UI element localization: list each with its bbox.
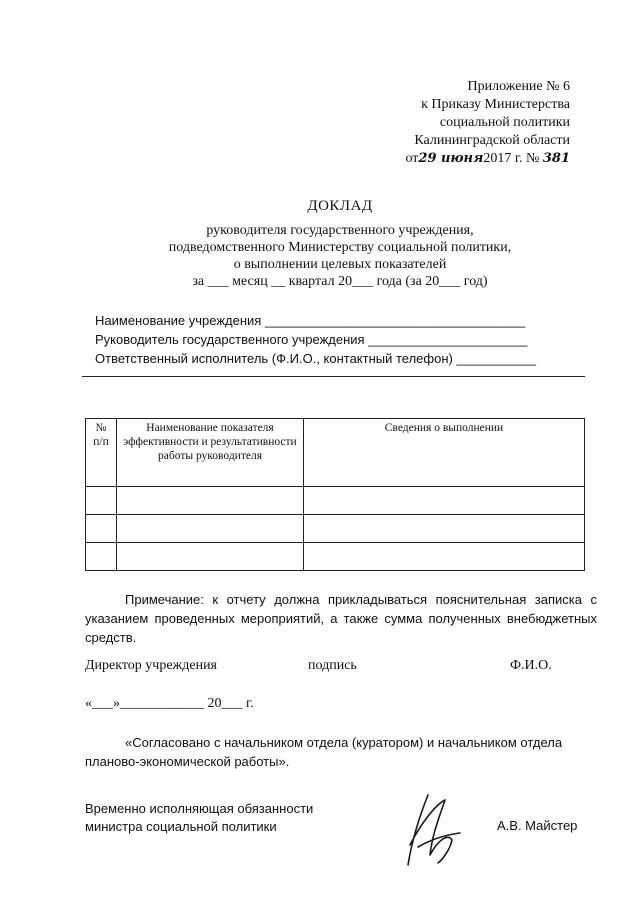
appendix-date-line <box>340 150 570 168</box>
appendix-region: Калининградской области <box>414 133 570 148</box>
document-subtitle <box>0 222 640 290</box>
subtitle-line-4: за ___ месяц __ квартал 20___ года (за 20___ год) <box>192 274 488 289</box>
signature-label: подпись <box>308 658 357 673</box>
note-paragraph: Примечание: к отчету должна прикладываться пояснительная записка с указанием проведенных мероприятий, а также сумма полученных внебюджетных средств. <box>85 592 597 645</box>
table-cell <box>117 487 304 515</box>
appendix-order: к Приказу Министерства <box>421 97 570 112</box>
form-fields <box>95 311 595 368</box>
table-cell <box>86 515 117 543</box>
document-title: ДОКЛАД <box>307 198 373 214</box>
subtitle-line-2: подведомственного Министерству социальной политики, <box>168 240 512 255</box>
table-row <box>86 543 585 571</box>
blank-line <box>82 376 585 377</box>
agreed-paragraph: «Согласовано с начальником отдела (куратором) и начальником отдела планово-экономической работы». <box>85 735 563 769</box>
subtitle-line-3: о выполнении целевых показателей <box>233 257 447 272</box>
subtitle-line-1: руководителя государственного учреждения, <box>206 223 474 238</box>
table-cell <box>304 487 585 515</box>
date-prefix: от <box>405 151 419 166</box>
table-cell <box>117 515 304 543</box>
acting-line-2: министра социальной политики <box>85 819 277 834</box>
table-row <box>86 515 585 543</box>
institution-field: Наименование учреждения ____________________________________ <box>95 313 526 328</box>
order-number-handwritten: 381 <box>542 151 570 166</box>
signer-name: А.В. Майстер <box>497 818 578 833</box>
appendix-header <box>340 78 570 168</box>
acting-line-1: Временно исполняющая обязанности <box>85 801 314 816</box>
appendix-ministry: социальной политики <box>439 115 570 130</box>
fio-label: Ф.И.О. <box>510 658 552 673</box>
table-header-row <box>86 419 585 487</box>
acting-minister-title <box>85 800 345 836</box>
responsible-field: Ответственный исполнитель (Ф.И.О., контактный телефон) ___________ <box>95 351 536 366</box>
handwritten-signature <box>390 785 480 875</box>
table-row <box>86 487 585 515</box>
date-handwritten: 29 июня <box>418 151 484 166</box>
table-cell <box>304 515 585 543</box>
date-blank: «___»____________ 20___ г. <box>85 696 254 711</box>
table-cell <box>86 543 117 571</box>
date-suffix: 2017 г. № <box>483 151 540 166</box>
table-cell <box>304 543 585 571</box>
indicators-table <box>85 418 585 571</box>
col-info-header: Сведения о выполнении <box>304 419 585 487</box>
director-label: Директор учреждения <box>85 658 217 673</box>
col-number-header: № п/п <box>86 419 117 487</box>
table-cell <box>117 543 304 571</box>
appendix-number: Приложение № 6 <box>467 79 570 94</box>
table-cell <box>86 487 117 515</box>
col-indicator-header: Наименование показателя эффективности и результативности работы руководителя <box>117 419 304 487</box>
head-field: Руководитель государственного учреждения ______________________ <box>95 332 528 347</box>
